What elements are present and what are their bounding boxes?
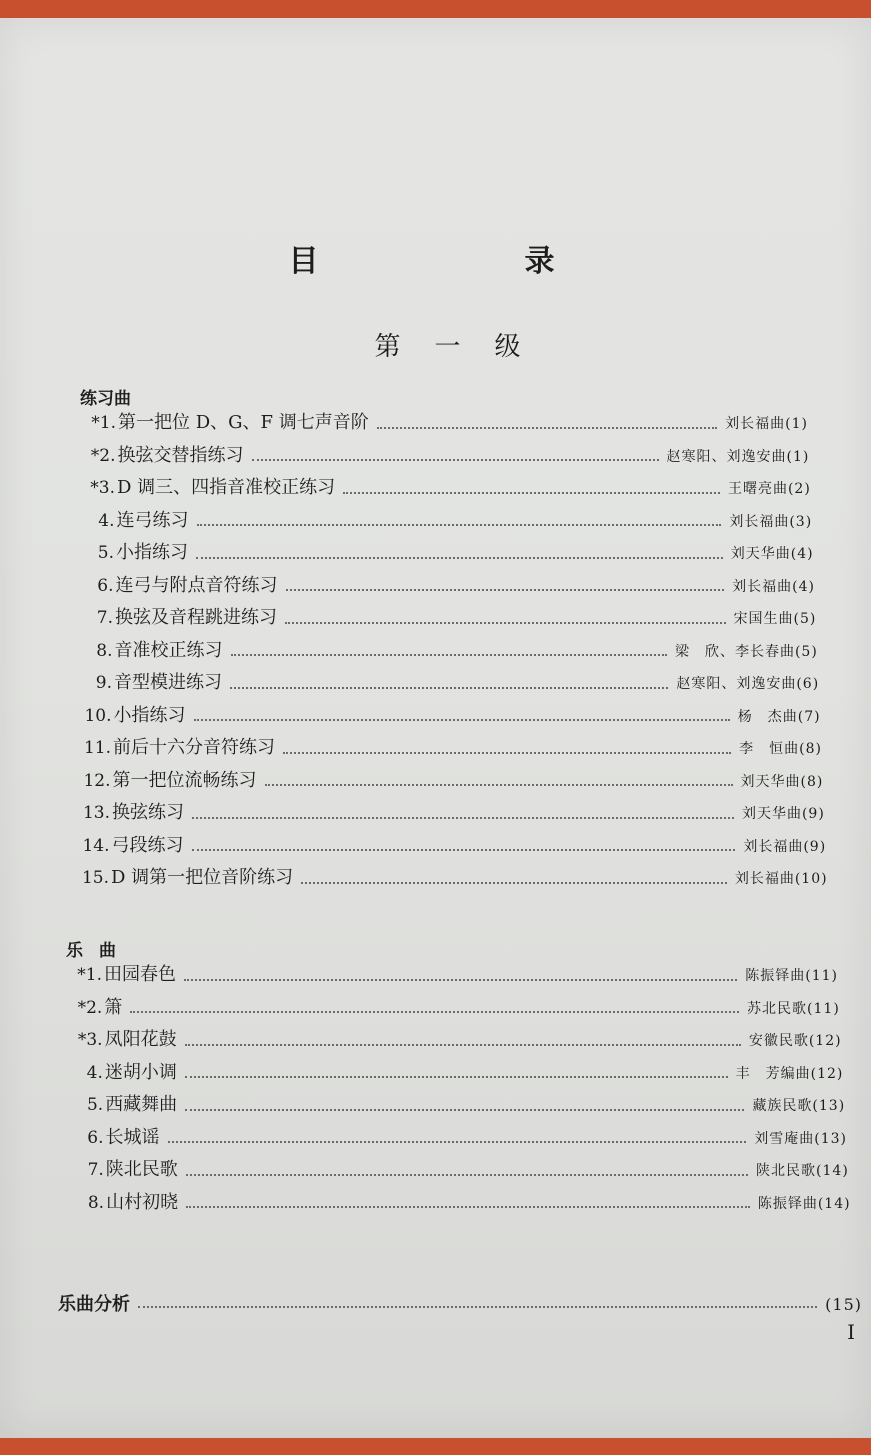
- leader-dots: [192, 816, 734, 819]
- toc-entry[interactable]: [73, 863, 828, 896]
- leader-dots: [286, 588, 725, 591]
- entry-title: 西藏舞曲: [105, 1094, 178, 1115]
- analysis-title: 乐曲分析: [58, 1294, 130, 1315]
- analysis-page: (15): [825, 1295, 862, 1314]
- entry-credit: 陕北民歌(14): [756, 1163, 849, 1179]
- toc-entry[interactable]: [68, 1123, 848, 1156]
- leader-dots: [197, 523, 722, 526]
- entry-credit: 赵寒阳、刘逸安曲(6): [676, 676, 820, 692]
- entry-credit: 刘长福曲(10): [734, 871, 828, 887]
- entry-title: D 调三、四指音准校正练习: [117, 477, 336, 498]
- entry-title: 音型模进练习: [114, 672, 222, 693]
- entry-title: 凤阳花鼓: [104, 1029, 177, 1050]
- entry-title: 连弓练习: [116, 509, 189, 531]
- entry-number: 4.: [86, 1062, 103, 1083]
- entry-credit: 安徽民歌(12): [748, 1033, 842, 1049]
- entry-number: 9.: [95, 673, 112, 693]
- piece-list: [0, 960, 871, 1220]
- entry-title: 音准校正练习: [114, 639, 223, 661]
- entry-credit: 陈振铎曲(11): [745, 968, 838, 984]
- entry-credit: 丰 芳编曲(12): [735, 1065, 844, 1082]
- entry-title: 田园春色: [104, 964, 176, 985]
- entry-number: 8.: [96, 640, 113, 661]
- toc-entry[interactable]: [76, 701, 821, 734]
- entry-number: 13.: [82, 803, 110, 823]
- entry-number: *3.: [90, 478, 115, 498]
- entry-credit: 赵寒阳、刘逸安曲(1): [666, 448, 810, 465]
- entry-number: 15.: [81, 868, 109, 888]
- entry-number: 4.: [98, 510, 115, 531]
- leader-dots: [138, 1305, 817, 1308]
- leader-dots: [283, 751, 731, 754]
- entry-title: 迷胡小调: [104, 1061, 177, 1083]
- entry-title: 换弦练习: [112, 802, 184, 823]
- entry-number: 11.: [83, 738, 111, 758]
- toc-entry[interactable]: [80, 441, 810, 474]
- toc-entry[interactable]: [75, 733, 822, 766]
- toc-entry[interactable]: [78, 538, 814, 571]
- entry-number: *1.: [91, 413, 116, 433]
- toc-entry[interactable]: [77, 603, 816, 636]
- leader-dots: [186, 1173, 748, 1176]
- leader-dots: [184, 978, 737, 981]
- entry-number: 8.: [87, 1192, 105, 1213]
- leader-dots: [194, 718, 730, 721]
- entry-credit: 李 恒曲(8): [739, 741, 822, 757]
- section-heading-exercises: 练习曲: [80, 389, 131, 409]
- leader-dots: [285, 621, 726, 624]
- entry-number: 5.: [97, 543, 114, 563]
- entry-title: 长城谣: [105, 1126, 160, 1148]
- entry-credit: 王曙亮曲(2): [727, 481, 811, 497]
- leader-dots: [130, 1010, 739, 1013]
- toc-entry[interactable]: [80, 408, 808, 441]
- toc-entry[interactable]: [79, 473, 811, 506]
- leader-dots: [168, 1140, 747, 1143]
- level-heading: 第一级: [374, 332, 555, 362]
- document-page: [0, 18, 871, 1438]
- leader-dots: [186, 1205, 750, 1208]
- toc-entry[interactable]: [67, 1025, 842, 1058]
- entry-title: 前后十六分音符练习: [113, 737, 275, 758]
- entry-credit: 刘天华曲(8): [740, 773, 824, 790]
- entry-number: *2.: [77, 997, 103, 1018]
- toc-entry[interactable]: [67, 1090, 845, 1123]
- leader-dots: [252, 458, 659, 461]
- entry-number: 5.: [86, 1095, 104, 1115]
- entry-title: 箫: [104, 996, 123, 1018]
- entry-credit: 刘天华曲(9): [741, 806, 825, 822]
- toc-entry[interactable]: [66, 993, 840, 1026]
- entry-title: 连弓与附点音符练习: [115, 574, 278, 596]
- entry-number: 10.: [84, 705, 112, 726]
- page-title: 目 录: [288, 244, 643, 279]
- entry-credit: 刘天华曲(4): [730, 546, 814, 562]
- entry-credit: 陈振铎曲(14): [757, 1195, 851, 1212]
- entry-number: 14.: [82, 835, 110, 856]
- leader-dots: [301, 881, 727, 884]
- toc-entry[interactable]: [78, 571, 816, 604]
- entry-credit: 梁 欣、李长春曲(5): [674, 643, 818, 660]
- toc-entry[interactable]: [74, 831, 827, 864]
- toc-entry[interactable]: [68, 1155, 849, 1188]
- entry-credit: 刘雪庵曲(13): [754, 1130, 847, 1147]
- toc-entry[interactable]: [67, 1058, 844, 1091]
- toc-entry[interactable]: [77, 636, 818, 669]
- page-number: I: [847, 1320, 855, 1344]
- leader-dots: [343, 491, 720, 494]
- section-heading-pieces: 乐曲: [66, 941, 132, 961]
- entry-credit: 刘长福曲(1): [725, 416, 808, 432]
- entry-title: D 调第一把位音阶练习: [111, 867, 294, 888]
- leader-dots: [185, 1043, 741, 1046]
- entry-number: 6.: [97, 575, 114, 596]
- entry-credit: 刘长福曲(9): [743, 838, 827, 855]
- entry-credit: 杨 杰曲(7): [737, 708, 821, 725]
- entry-credit: 宋国生曲(5): [733, 611, 817, 627]
- analysis-entry[interactable]: [56, 1290, 862, 1316]
- leader-dots: [231, 653, 667, 656]
- entry-number: *1.: [77, 965, 102, 985]
- entry-title: 第一把位 D、G、F 调七声音阶: [118, 412, 369, 433]
- entry-number: 7.: [87, 1160, 104, 1180]
- leader-dots: [192, 848, 736, 851]
- entry-number: *2.: [90, 445, 116, 466]
- entry-number: 6.: [87, 1127, 104, 1148]
- entry-title: 小指练习: [116, 542, 188, 563]
- toc-entry[interactable]: [76, 668, 819, 701]
- leader-dots: [265, 783, 733, 786]
- entry-title: 陕北民歌: [105, 1159, 178, 1180]
- toc-entry[interactable]: [79, 506, 813, 539]
- entry-number: 12.: [83, 770, 111, 791]
- entry-title: 山村初晓: [106, 1191, 179, 1213]
- leader-dots: [185, 1075, 728, 1078]
- entry-title: 小指练习: [113, 704, 186, 726]
- leader-dots: [196, 556, 723, 559]
- entry-credit: 苏北民歌(11): [747, 1000, 840, 1017]
- entry-title: 换弦交替指练习: [117, 444, 244, 466]
- entry-title: 第一把位流畅练习: [112, 769, 257, 791]
- toc-entry[interactable]: [74, 798, 825, 831]
- entry-title: 弓段练习: [111, 834, 184, 856]
- toc-entry[interactable]: [68, 1188, 851, 1221]
- entry-credit: 刘长福曲(4): [732, 578, 815, 595]
- exercise-list: [0, 408, 871, 896]
- leader-dots: [185, 1108, 744, 1111]
- entry-number: *3.: [77, 1030, 103, 1050]
- toc-entry[interactable]: [75, 766, 824, 799]
- entry-credit: 藏族民歌(13): [752, 1098, 846, 1114]
- entry-number: 7.: [96, 608, 113, 628]
- entry-title: 换弦及音程跳进练习: [115, 607, 277, 628]
- leader-dots: [377, 426, 717, 429]
- entry-credit: 刘长福曲(3): [729, 513, 813, 530]
- toc-entry[interactable]: [66, 960, 838, 993]
- leader-dots: [230, 686, 668, 689]
